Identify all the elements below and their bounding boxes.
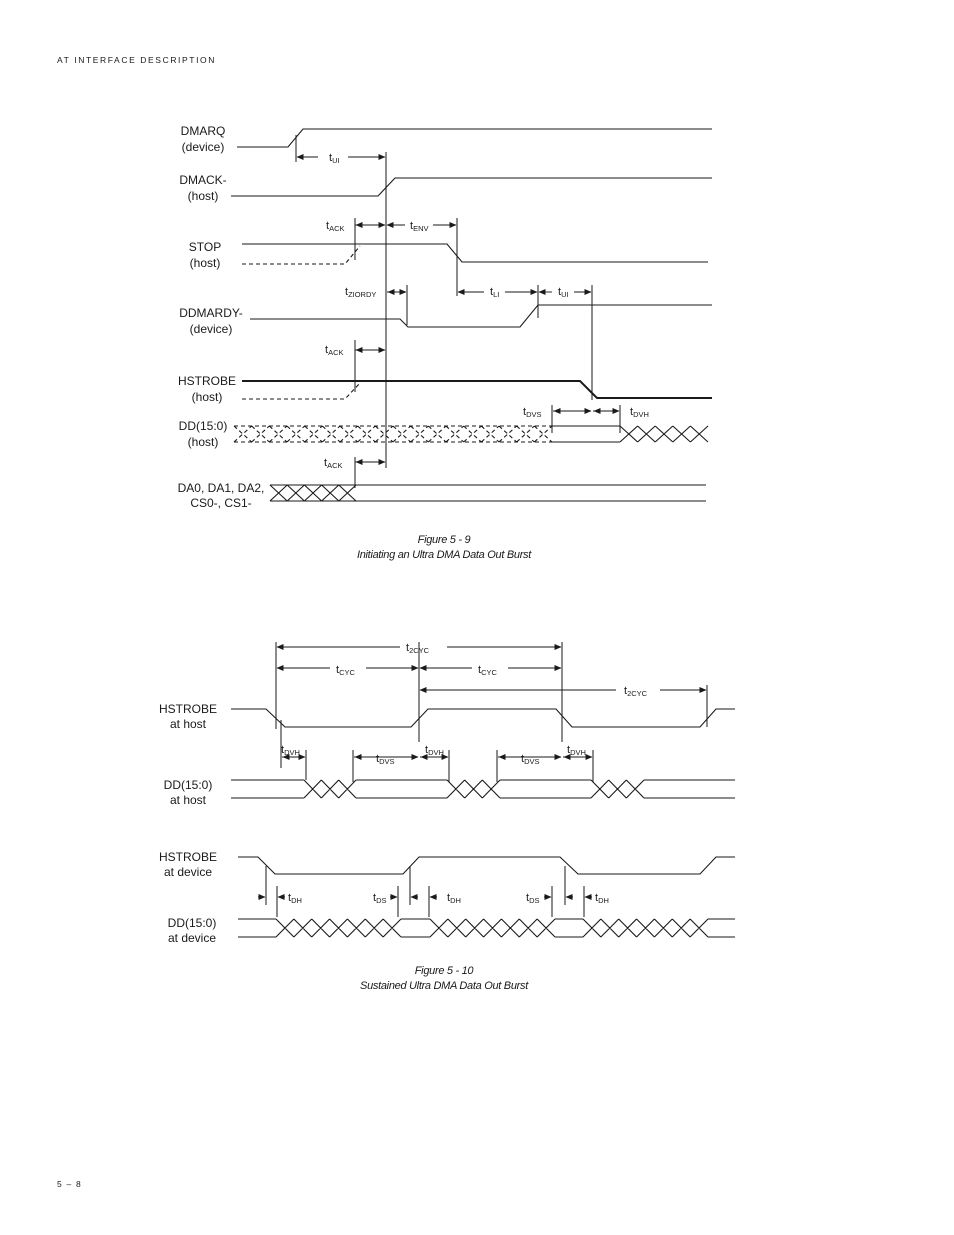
fig9-signal-labels [178, 124, 265, 510]
signal-owner: (host) [187, 189, 219, 203]
dmarq-waveform [237, 129, 712, 147]
figure-5-10-caption [0, 964, 888, 994]
caption-title: Initiating an Ultra DMA Data Out Burst [356, 549, 532, 561]
timing-label: tDVS [523, 406, 542, 419]
timing-label: tENV [410, 220, 429, 233]
dd-valid-bus [552, 426, 620, 442]
stop-undefined-waveform [242, 246, 360, 264]
hstrobe-device-waveform [238, 857, 735, 874]
timing-label: tUI [329, 152, 340, 165]
caption-title: Sustained Ultra DMA Data Out Burst [360, 980, 528, 992]
dd-undefined-crossings [234, 426, 552, 442]
timing-label: tDVH [281, 744, 300, 757]
signal-name: HSTROBE [158, 702, 218, 716]
timing-label: tACK [326, 220, 345, 233]
timing-label: tDH [288, 892, 302, 905]
fig9-reference-lines [296, 135, 620, 488]
timing-label: tDH [595, 892, 609, 905]
signal-owner: (host) [187, 435, 219, 449]
signal-owner: (device) [181, 140, 225, 154]
timing-label: tACK [325, 344, 344, 357]
signal-owner: CS0-, CS1- [190, 496, 252, 510]
page-header: AT INTERFACE DESCRIPTION [57, 55, 216, 65]
hstrobe-host-waveform [231, 709, 735, 727]
hstrobe-undefined-waveform [242, 383, 360, 399]
fig10-signal-labels [159, 702, 217, 945]
hstrobe-waveform [242, 381, 712, 398]
dd-device-bus [238, 919, 735, 937]
timing-label: t2CYC [406, 642, 430, 655]
signal-name: DA0, DA1, DA2, [177, 481, 265, 495]
timing-label: tDVS [376, 753, 395, 766]
da-cs-crossings [270, 485, 356, 501]
timing-label: tLI [490, 286, 500, 299]
timing-label: tACK [324, 457, 343, 470]
signal-name: DD(15:0) [163, 778, 213, 792]
signal-owner: at device [163, 865, 213, 879]
timing-label: tCYC [336, 664, 355, 677]
fig9-waveforms [231, 129, 712, 501]
timing-label: tZIORDY [345, 286, 377, 299]
timing-label: t2CYC [624, 685, 648, 698]
timing-label: tDVH [630, 406, 649, 419]
da-cs-stable-bus [356, 485, 706, 501]
dd-host-bus [231, 780, 735, 798]
signal-name: STOP [188, 240, 222, 254]
signal-owner: at host [169, 793, 207, 807]
timing-label: tDH [447, 892, 461, 905]
signal-name: DMARQ [180, 124, 226, 138]
dd-data-crossings [620, 426, 708, 442]
ddmardy-waveform [250, 305, 712, 327]
signal-name: HSTROBE [177, 374, 237, 388]
signal-owner: at device [167, 931, 217, 945]
dd-undefined-bus [234, 426, 552, 442]
fig10-waveforms [231, 709, 735, 937]
signal-owner: (host) [189, 256, 221, 270]
signal-name: DMACK- [179, 173, 227, 187]
signal-name: DD(15:0) [167, 916, 217, 930]
caption-number: Figure 5 - 10 [414, 965, 474, 977]
timing-label: tUI [558, 286, 569, 299]
dmack-waveform [231, 178, 712, 196]
signal-name: HSTROBE [158, 850, 218, 864]
fig10-dimensions [258, 647, 706, 897]
timing-label: tDVH [425, 744, 444, 757]
timing-label: tCYC [478, 664, 497, 677]
page-number: 5 – 8 [57, 1179, 82, 1189]
stop-waveform [242, 244, 708, 262]
signal-name: DD(15:0) [178, 419, 228, 433]
signal-owner: at host [169, 717, 207, 731]
fig10-reference-lines [266, 642, 707, 917]
signal-name: DDMARDY- [179, 306, 243, 320]
signal-owner: (device) [189, 322, 233, 336]
timing-label: tDVS [521, 753, 540, 766]
timing-label: tDVH [567, 744, 586, 757]
figure-5-9-caption [0, 533, 888, 563]
signal-owner: (host) [191, 390, 223, 404]
figure-5-9 [178, 124, 712, 510]
figure-5-10 [159, 642, 735, 945]
fig9-dimensions [297, 157, 619, 462]
timing-label: tDS [373, 892, 387, 905]
fig9-timing-labels [324, 152, 649, 470]
timing-label: tDS [526, 892, 540, 905]
caption-number: Figure 5 - 9 [417, 534, 471, 546]
